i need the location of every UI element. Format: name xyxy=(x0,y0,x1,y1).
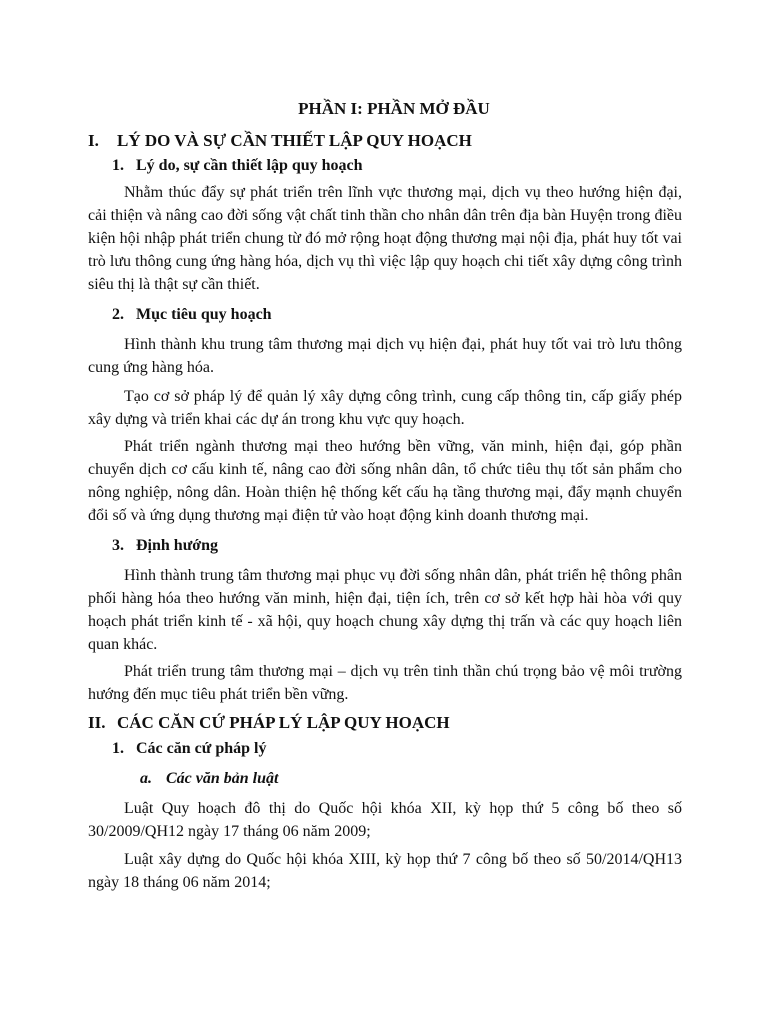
paragraph: Hình thành khu trung tâm thương mại dịch vụ hiện đại, phát huy tốt vai trò lưu thông cung ứng hàng hóa. xyxy=(88,336,682,376)
subsubsection-number: a. xyxy=(140,770,152,787)
section-number: II. xyxy=(88,713,106,732)
paragraph: Tạo cơ sở pháp lý để quản lý xây dựng công trình, cung cấp thông tin, cấp giấy phép xây dựng và triển khai các dự án trong khu vực quy hoạch. xyxy=(88,388,682,428)
subsection-title: Các căn cứ pháp lý xyxy=(136,740,267,757)
subsubsection-heading-a xyxy=(140,768,278,790)
subsection-number: 1. xyxy=(112,157,124,174)
subsection-number: 1. xyxy=(112,740,124,757)
subsection-heading-1-3 xyxy=(112,535,218,557)
paragraph: Hình thành trung tâm thương mại phục vụ đời sống nhân dân, phát triển hệ thông phân phối hàng hóa theo hướng văn minh, hiện đại, tiện ích, trên cơ sở kết hợp hài hòa với quy hoạch phát triển kinh tế - xã hội, quy hoạch chung xây dựng thị trấn và các quy hoạch liên quan khác. xyxy=(88,567,682,653)
part-title: PHẦN I: PHẦN MỞ ĐẦU xyxy=(298,99,490,118)
subsection-heading-2-1 xyxy=(112,738,267,760)
subsection-title: Mục tiêu quy hoạch xyxy=(136,306,272,323)
section-title: CÁC CĂN CỨ PHÁP LÝ LẬP QUY HOẠCH xyxy=(117,713,450,732)
section-title: LÝ DO VÀ SỰ CẦN THIẾT LẬP QUY HOẠCH xyxy=(117,131,472,150)
subsection-number: 2. xyxy=(112,306,124,323)
paragraph: Phát triển ngành thương mại theo hướng bền vững, văn minh, hiện đại, góp phần chuyển dịch cơ cấu kinh tế, nâng cao đời sống nhân dân, tổ chức tiêu thụ tốt sản phẩm cho nông nghiệp, nông dân. Hoàn thiện hệ thống kết cấu hạ tầng thương mại, đẩy mạnh chuyển đổi số và ứng dụng thương mại điện tử vào hoạt động kinh doanh thương mại. xyxy=(88,438,682,524)
subsection-title: Lý do, sự cần thiết lập quy hoạch xyxy=(136,157,363,174)
section-heading-2 xyxy=(88,712,450,734)
paragraph: Luật Quy hoạch đô thị do Quốc hội khóa XII, kỳ họp thứ 5 công bố theo số 30/2009/QH12 ngày 17 tháng 06 năm 2009; xyxy=(88,800,682,840)
subsubsection-title: Các văn bản luật xyxy=(166,770,279,787)
paragraph: Luật xây dựng do Quốc hội khóa XIII, kỳ họp thứ 7 công bố theo số 50/2014/QH13 ngày 18 tháng 06 năm 2014; xyxy=(88,851,682,891)
subsection-title: Định hướng xyxy=(136,537,219,554)
section-heading-1 xyxy=(88,130,472,152)
paragraph: Phát triển trung tâm thương mại – dịch vụ trên tinh thần chú trọng bảo vệ môi trường hướng đến mục tiêu phát triển bền vững. xyxy=(88,663,682,703)
subsection-heading-1-1 xyxy=(112,155,363,177)
paragraph: Nhằm thúc đẩy sự phát triển trên lĩnh vực thương mại, dịch vụ theo hướng hiện đại, cải thiện và nâng cao đời sống vật chất tinh thần cho nhân dân trên địa bàn Huyện trong điều kiện hội nhập phát triển chung từ đó mở rộng hoạt động thương mại nội địa, phát huy tốt vai trò lưu thông cung ứng hàng hóa, dịch vụ thì việc lập quy hoạch chi tiết xây dựng công trình siêu thị là thật sự cần thiết. xyxy=(88,184,682,293)
subsection-heading-1-2 xyxy=(112,304,272,326)
subsection-number: 3. xyxy=(112,537,124,554)
section-number: I. xyxy=(88,131,99,150)
